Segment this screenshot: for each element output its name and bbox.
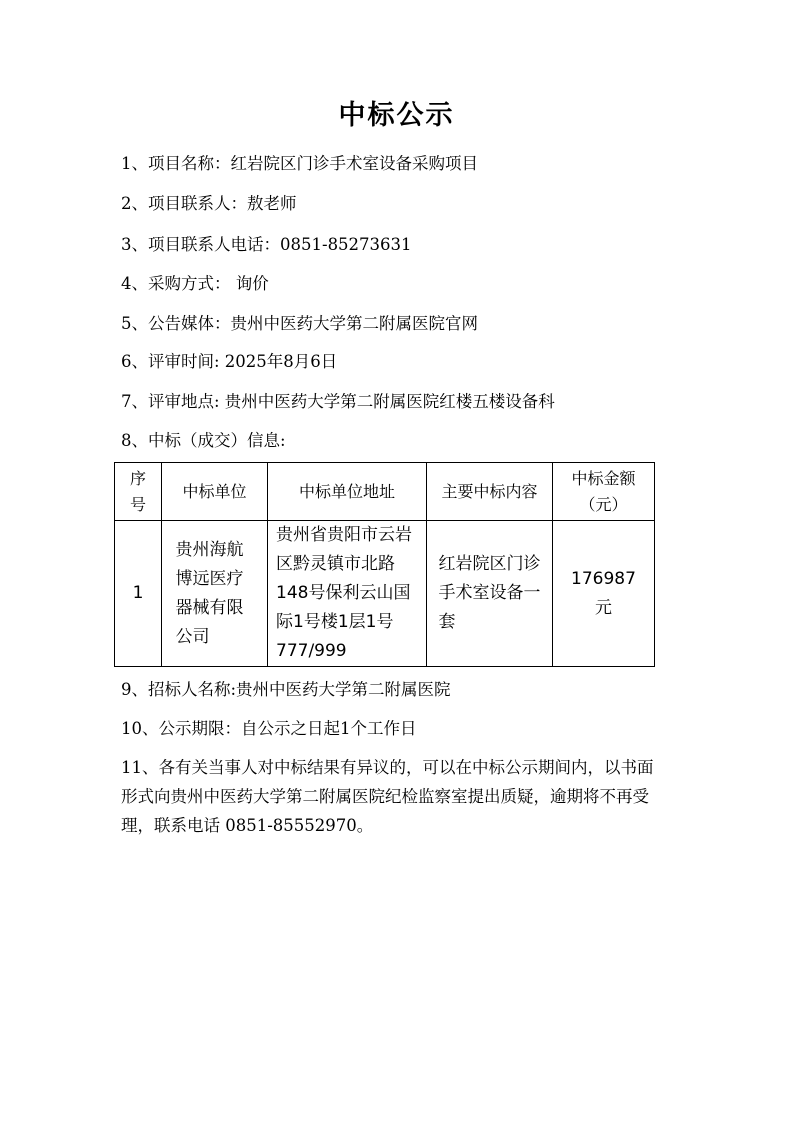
item-award-info-heading: 8、中标（成交）信息:: [121, 431, 286, 450]
cell-address-text: 贵州省贵阳市云岩区黔灵镇市北路148号保利云山国际1号楼1层1号777/999: [276, 525, 412, 661]
cell-amount: [553, 521, 655, 667]
table-header-row: [115, 463, 655, 521]
item-announcement-media: 5、公告媒体：贵州中医药大学第二附属医院官网: [121, 314, 478, 333]
item-contact-person: 2、项目联系人：敖老师: [121, 194, 297, 213]
header-seq-line1: 序: [129, 468, 146, 488]
header-unit: 中标单位: [162, 463, 268, 521]
header-amount: [553, 463, 655, 521]
header-amount-line1: 中标金额: [571, 468, 636, 488]
cell-content-text: 红岩院区门诊手术室设备一套: [438, 554, 541, 632]
item-review-time: 6、评审时间: 2025年8月6日: [121, 352, 338, 371]
cell-seq: 1: [115, 521, 162, 667]
table-row: [115, 521, 655, 667]
item-tenderer-name: 9、招标人名称:贵州中医药大学第二附属医院: [121, 680, 451, 699]
item-contact-phone: 3、项目联系人电话：0851-85273631: [121, 235, 412, 254]
header-amount-line2: （元）: [579, 494, 628, 514]
cell-address: [268, 521, 427, 667]
item-review-location: 7、评审地点: 贵州中医药大学第二附属医院红楼五楼设备科: [121, 392, 555, 411]
item-procurement-method: 4、采购方式： 询价: [121, 274, 269, 293]
item-objection-notice: 11、各有关当事人对中标结果有异议的，可以在中标公示期间内，以书面形式向贵州中医药大学第二附属医院纪检监察室提出质疑，逾期将不再受理，联系电话 0851-85552970。: [121, 758, 654, 835]
header-seq: [115, 463, 162, 521]
header-address: 中标单位地址: [268, 463, 427, 521]
cell-unit: [162, 521, 268, 667]
cell-amount-unit: 元: [595, 597, 612, 618]
cell-amount-value: 176987: [571, 568, 636, 589]
header-content: 主要中标内容: [427, 463, 553, 521]
page-title: 中标公示: [338, 100, 455, 131]
cell-content: [427, 521, 553, 667]
item-publicity-period: 10、公示期限：自公示之日起1个工作日: [121, 719, 417, 738]
header-seq-line2: 号: [129, 494, 146, 514]
cell-unit-text: 贵州海航博远医疗器械有限公司: [175, 539, 244, 647]
award-table: [114, 462, 655, 667]
item-project-name: 1、项目名称：红岩院区门诊手术室设备采购项目: [121, 154, 478, 173]
